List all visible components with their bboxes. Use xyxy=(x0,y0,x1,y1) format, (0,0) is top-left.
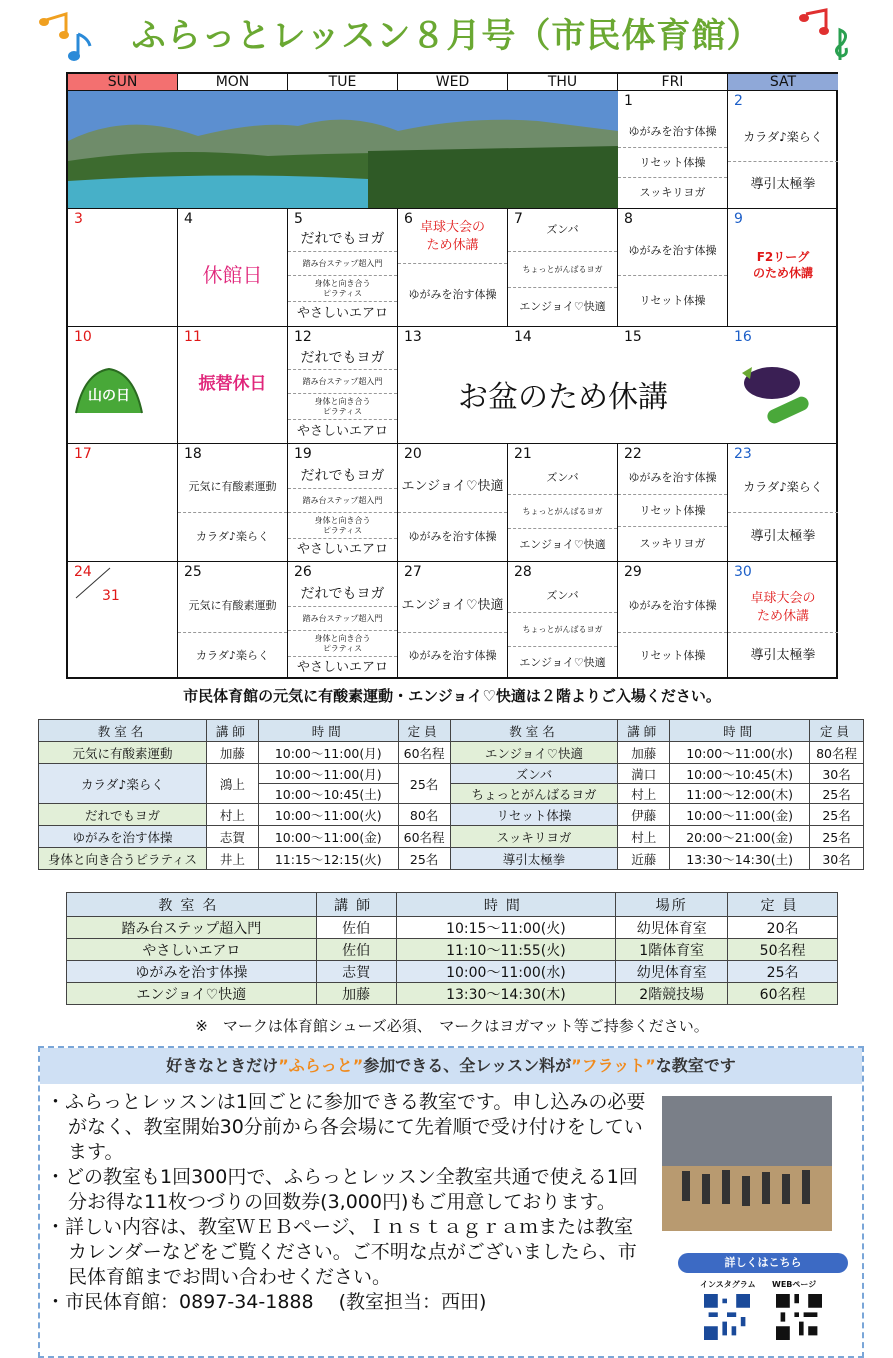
instagram-label: インスタグラム xyxy=(700,1280,756,1289)
week-4 xyxy=(68,444,838,562)
table-row: 元気に有酸素運動 加藤 10:00～11:00(月) 60名程 エンジョイ♡快適 加藤 10:00～11:00(水) 80名程 xyxy=(39,742,864,764)
gym-photo xyxy=(662,1096,832,1231)
table-header: 教室名 講師 時間 場所 定員 xyxy=(67,893,838,917)
week-2 xyxy=(68,209,838,327)
calendar xyxy=(66,72,838,679)
week-3 xyxy=(68,327,838,444)
event-yugami: ゆがみを治す体操 xyxy=(628,599,717,613)
dow-tue: TUE xyxy=(288,74,398,91)
day-26: 26 だれでもヨガ 踏み台ステップ超入門 身体と向き合う ピラティス やさしいエアロ xyxy=(288,562,398,679)
page-title-bar xyxy=(0,8,893,64)
event-genki: 元気に有酸素運動 xyxy=(188,480,277,494)
event-yasashii: やさしいエアロ xyxy=(288,656,397,679)
day-8: 8 ゆがみを治す体操 リセット体操 xyxy=(618,209,728,326)
event-yugami: ゆがみを治す体操 xyxy=(628,125,717,139)
day-21: 21 ズンバ ちょっとがんばるヨガ エンジョイ♡快適 xyxy=(508,444,618,561)
event-pilates: 身体と向き合う ピラティス xyxy=(288,393,397,419)
event-genki: 元気に有酸素運動 xyxy=(188,599,277,613)
entrance-notice: 市民体育館の元気に有酸素運動・エンジョイ♡快適は２階よりご入場ください。 xyxy=(183,687,721,705)
event-pilates: 身体と向き合う ピラティス xyxy=(288,512,397,538)
event-yugami: ゆがみを治す体操 xyxy=(398,263,507,326)
gym-photo-image xyxy=(662,1096,832,1231)
event-daredemo: だれでもヨガ xyxy=(300,585,385,602)
table-row: 踏み台ステップ超入門 佐伯 10:15～11:00(火) 幼児体育室 20名 xyxy=(67,917,838,939)
event-yugami: ゆがみを治す体操 xyxy=(628,471,717,485)
info-paragraph: ・市民体育館：0897-34-1888 (教室担当：西田) xyxy=(46,1291,487,1313)
event-reset: リセット体操 xyxy=(618,632,727,679)
table-row: ゆがみを治す体操 志賀 10:00～11:00(水) 幼児体育室 25名 xyxy=(67,961,838,983)
dow-fri: FRI xyxy=(618,74,728,91)
equipment-note: ※ マークは体育館シューズ必須、 マークはヨガマット等ご持参ください。 xyxy=(195,1017,709,1035)
table-row: やさしいエアロ 佐伯 11:10～11:55(火) 1階体育室 50名程 xyxy=(67,939,838,961)
event-fumidai: 踏み台ステップ超入門 xyxy=(288,251,397,275)
info-paragraph: ・ふらっとレッスンは1回ごとに参加できる教室です。申し込みの必要がなく、教室開始30分前から各会場にて先着順で受け付けをしています。 xyxy=(46,1091,646,1163)
info-header: 好きなときだけ”ふらっと”参加できる、全レッスン料が”フラット”な教室です xyxy=(40,1048,862,1084)
day-17: 17 xyxy=(68,444,178,561)
event-yugami: ゆがみを治す体操 xyxy=(398,512,507,561)
event-enjoy: エンジョイ♡快適 xyxy=(508,528,617,561)
event-takkyu: 卓球大会の ため休講 xyxy=(750,591,816,624)
event-reset: リセット体操 xyxy=(618,494,727,526)
event-enjoy: エンジョイ♡快適 xyxy=(508,646,617,679)
event-takkyu: 卓球大会の ため休講 xyxy=(419,220,485,253)
event-fumidai: 踏み台ステップ超入門 xyxy=(288,488,397,512)
event-enjoy: エンジョイ♡快適 xyxy=(401,598,504,614)
event-yugami: ゆがみを治す体操 xyxy=(628,244,717,258)
event-sukkiri: スッキリヨガ xyxy=(618,526,727,561)
substitute-holiday-label: 振替休日 xyxy=(198,374,267,394)
day-5: 5 だれでもヨガ 踏み台ステップ超入門 身体と向き合う ピラティス やさしいエアロ xyxy=(288,209,398,326)
table-row: 身体と向き合うピラティス 井上 11:15～12:15(火) 25名 導引太極拳 近藤 13:30～14:30(土) 30名 xyxy=(39,848,864,870)
week-5 xyxy=(68,562,838,679)
week-1 xyxy=(68,91,838,209)
day-28: 28 ズンバ ちょっとがんばるヨガ エンジョイ♡快適 xyxy=(508,562,618,679)
event-yugami: ゆがみを治す体操 xyxy=(398,632,507,679)
day-4: 4 休館日 xyxy=(178,209,288,326)
event-enjoy: エンジョイ♡快適 xyxy=(508,287,617,326)
dow-mon: MON xyxy=(178,74,288,91)
event-yasashii: やさしいエアロ xyxy=(288,538,397,561)
dow-sat: SAT xyxy=(728,74,838,91)
table-row: カラダ♪楽らく 鴻上 10:00～11:00(月) 25名 ズンバ 満口 10:00～10:45(木) 30名 xyxy=(39,764,864,784)
event-yasashii: やさしいエアロ xyxy=(288,419,397,443)
day-24-31: 24 31 xyxy=(68,562,178,679)
day-29: 29 ゆがみを治す体操 リセット体操 xyxy=(618,562,728,679)
web-label: WEBページ xyxy=(772,1280,817,1289)
table-header: 教室名 講師 時間 定員 教室名 講師 時間 定員 xyxy=(39,720,864,742)
table-row: 10:00～10:45(土) ちょっとがんばるヨガ 村上 11:00～12:00(木) 25名 xyxy=(39,784,864,804)
day-18: 18 元気に有酸素運動 カラダ♪楽らく xyxy=(178,444,288,561)
event-zumba: ズンバ xyxy=(546,223,579,237)
event-dohin: 導引太極拳 xyxy=(728,161,838,208)
day-9: 9 F2リーグ のため休講 xyxy=(728,209,838,326)
day-25: 25 元気に有酸素運動 カラダ♪楽らく xyxy=(178,562,288,679)
event-reset: リセット体操 xyxy=(618,147,727,177)
event-karada: カラダ♪楽らく xyxy=(178,512,287,561)
day-13: 13 xyxy=(404,329,422,345)
info-text xyxy=(46,1090,646,1315)
class-schedule-table xyxy=(38,719,864,870)
event-karada: カラダ♪楽らく xyxy=(743,479,823,494)
web-qr-icon[interactable] xyxy=(776,1294,822,1340)
event-yasashii: やさしいエアロ xyxy=(288,301,397,326)
event-pilates: 身体と向き合う ピラティス xyxy=(288,630,397,656)
day-16: 16 xyxy=(734,329,752,345)
info-paragraph: ・詳しい内容は、教室ＷＥＢページ、Ｉｎｓｔａｇｒａｍまたは教室カレンダーなどをご覧ください。ご不明な点がございましたら、市民体育館までお問い合わせください。 xyxy=(46,1216,637,1288)
instagram-qr-icon[interactable] xyxy=(704,1294,750,1340)
day-3: 3 xyxy=(68,209,178,326)
event-zumba: ズンバ xyxy=(546,471,579,485)
additional-class-table xyxy=(66,892,838,1005)
obon-closed-label: お盆のため休講 xyxy=(458,380,668,415)
dow-thu: THU xyxy=(508,74,618,91)
event-daredemo: だれでもヨガ xyxy=(300,349,385,366)
day-15: 15 xyxy=(624,329,642,345)
event-dohin: 導引太極拳 xyxy=(728,512,838,561)
mountain-day-label: 山の日 xyxy=(88,388,130,404)
event-fumidai: 踏み台ステップ超入門 xyxy=(288,606,397,630)
page-title: ふらっとレッスン８月号（市民体育館） xyxy=(131,16,762,56)
day-23: 23 カラダ♪楽らく 導引太極拳 xyxy=(728,444,838,561)
details-link-button[interactable]: 詳しくはこちら xyxy=(678,1253,848,1273)
day-27: 27 エンジョイ♡快適 ゆがみを治す体操 xyxy=(398,562,508,679)
event-chotto: ちょっとがんばるヨガ xyxy=(508,494,617,528)
event-dohin: 導引太極拳 xyxy=(728,632,838,679)
event-zumba: ズンバ xyxy=(546,589,579,603)
treble-clef-icon xyxy=(796,4,856,64)
event-fumidai: 踏み台ステップ超入門 xyxy=(288,369,397,393)
music-note-icon xyxy=(38,4,98,64)
day-14: 14 xyxy=(514,329,532,345)
event-reset: リセット体操 xyxy=(618,275,727,326)
event-f2: F2リーグ のため休講 xyxy=(752,250,813,280)
day-2: 2 カラダ♪楽らく 導引太極拳 xyxy=(728,91,838,208)
day-11: 11 振替休日 xyxy=(178,327,288,443)
day-30: 30 卓球大会の ため休講 導引太極拳 xyxy=(728,562,838,679)
table-row: だれでもヨガ 村上 10:00～11:00(火) 80名 リセット体操 伊藤 10:00～11:00(金) 25名 xyxy=(39,804,864,826)
eggplant-icon xyxy=(736,357,816,437)
day-12: 12 だれでもヨガ 踏み台ステップ超入門 身体と向き合う ピラティス やさしいエアロ xyxy=(288,327,398,443)
landscape-image xyxy=(68,91,618,208)
dow-sun: SUN xyxy=(68,74,178,91)
table-row: ゆがみを治す体操 志賀 10:00～11:00(金) 60名程 スッキリヨガ 村上 20:00～21:00(金) 25名 xyxy=(39,826,864,848)
day-20: 20 エンジョイ♡快適 ゆがみを治す体操 xyxy=(398,444,508,561)
day-6: 6 卓球大会の ため休講 ゆがみを治す体操 xyxy=(398,209,508,326)
closed-day-label: 休館日 xyxy=(202,263,263,287)
event-daredemo: だれでもヨガ xyxy=(300,467,385,484)
table-row: エンジョイ♡快適 加藤 13:30～14:30(木) 2階競技場 60名程 xyxy=(67,983,838,1005)
event-sukkiri: スッキリヨガ xyxy=(618,177,727,208)
day-1: 1 ゆがみを治す体操 リセット体操 スッキリヨガ xyxy=(618,91,728,208)
day-22: 22 ゆがみを治す体操 リセット体操 スッキリヨガ xyxy=(618,444,728,561)
event-chotto: ちょっとがんばるヨガ xyxy=(508,612,617,646)
dow-wed: WED xyxy=(398,74,508,91)
day-10: 10 山の日 xyxy=(68,327,178,443)
day-19: 19 だれでもヨガ 踏み台ステップ超入門 身体と向き合う ピラティス やさしいエアロ xyxy=(288,444,398,561)
event-karada: カラダ♪楽らく xyxy=(743,129,823,144)
day-7: 7 ズンバ ちょっとがんばるヨガ エンジョイ♡快適 xyxy=(508,209,618,326)
info-paragraph: ・どの教室も1回300円で、ふらっとレッスン全教室共通で使える1回分お得な11枚つづりの回数券(3,000円)もご用意しております。 xyxy=(46,1166,638,1213)
event-karada: カラダ♪楽らく xyxy=(178,632,287,679)
event-pilates: 身体と向き合う ピラティス xyxy=(288,275,397,301)
event-daredemo: だれでもヨガ xyxy=(300,230,385,247)
event-enjoy: エンジョイ♡快適 xyxy=(401,479,504,495)
event-chotto: ちょっとがんばるヨガ xyxy=(508,251,617,287)
